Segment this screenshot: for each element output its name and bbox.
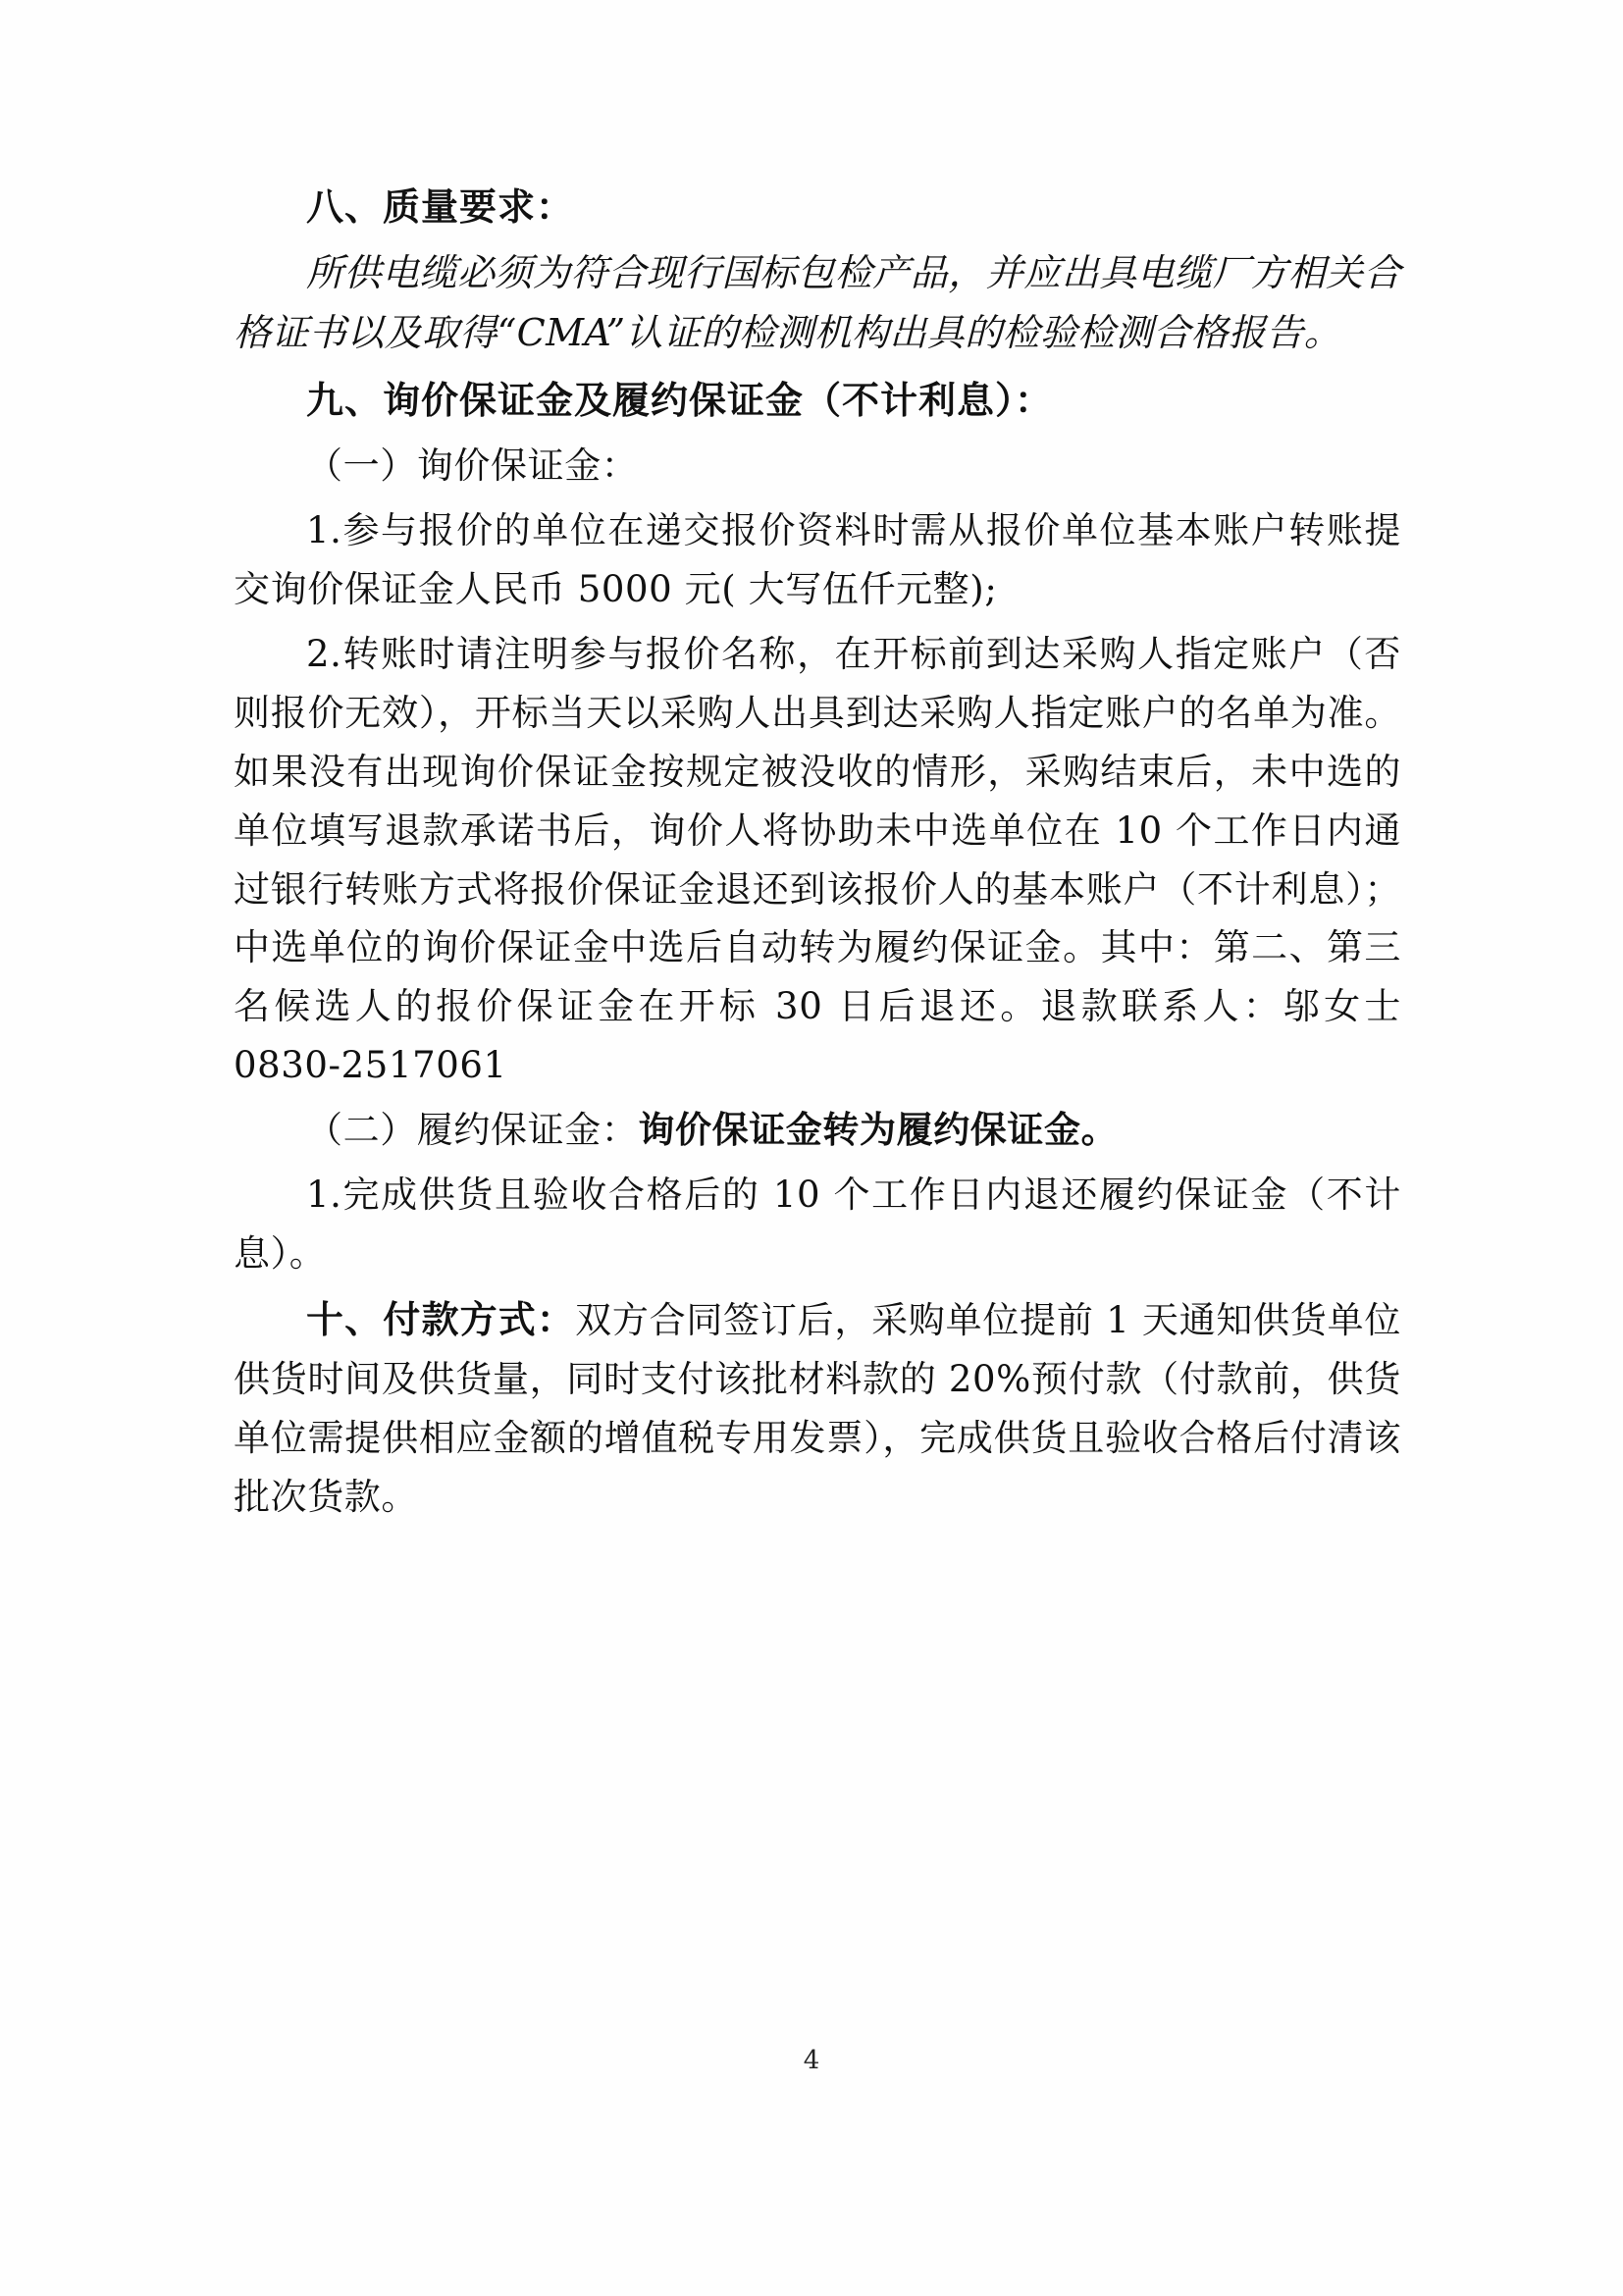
document-body — [234, 177, 1401, 1533]
section-10-body: 双方合同签订后，采购单位提前 1 天通知供货单位供货时间及供货量，同时支付该批材料款的 20%预付款（付款前，供货单位需提供相应金额的增值税专用发票），完成供货且验收合格后付清该批次货款。 — [234, 1299, 1401, 1518]
section-9-2-heading-emphasis: 询价保证金转为履约保证金。 — [638, 1108, 1119, 1152]
section-8-body: 所供电缆必须为符合现行国标包检产品，并应出具电缆厂方相关合格证书以及取得“CMA”认证的检测机构出具的检验检测合格报告。 — [234, 250, 1401, 355]
section-10 — [234, 1289, 1401, 1527]
section-10-heading: 十、付款方式： — [306, 1297, 576, 1342]
section-9-1-item-2: 2.转账时请注明参与报价名称，在开标前到达采购人指定账户（否则报价无效），开标当天以采购人出具到达采购人指定账户的名单为准。如果没有出现询价保证金按规定被没收的情形，采购结束后，未中选的单位填写退款承诺书后，询价人将协助未中选单位在 10 个工作日内通过银行转账方式将报价保证金退还到该报价人的基本账户（不计利息）；中选单位的询价保证金中选后自动转为履约保证金。其中：第二、第三名候选人的报价保证金在开标 30 日后退还。退款联系人：邬女士 0830-2517061 — [234, 632, 1401, 1087]
section-8-heading: 八、质量要求： — [306, 184, 575, 229]
section-9-heading: 九、询价保证金及履约保证金（不计利息）： — [306, 378, 1054, 423]
section-9-2-heading — [234, 1101, 1401, 1160]
section-9-1-item-1: 1.参与报价的单位在递交报价资料时需从报价单位基本账户转账提交询价保证金人民币 5000 元( 大写伍仟元整); — [234, 508, 1401, 610]
section-9-1-heading: （一）询价保证金： — [306, 444, 639, 487]
page-number: 4 — [803, 2046, 820, 2075]
section-9-2-item-1: 1.完成供货且验收合格后的 10 个工作日内退还履约保证金（不计息）。 — [234, 1174, 1401, 1276]
section-9-2-heading-prefix: （二）履约保证金： — [306, 1109, 639, 1152]
